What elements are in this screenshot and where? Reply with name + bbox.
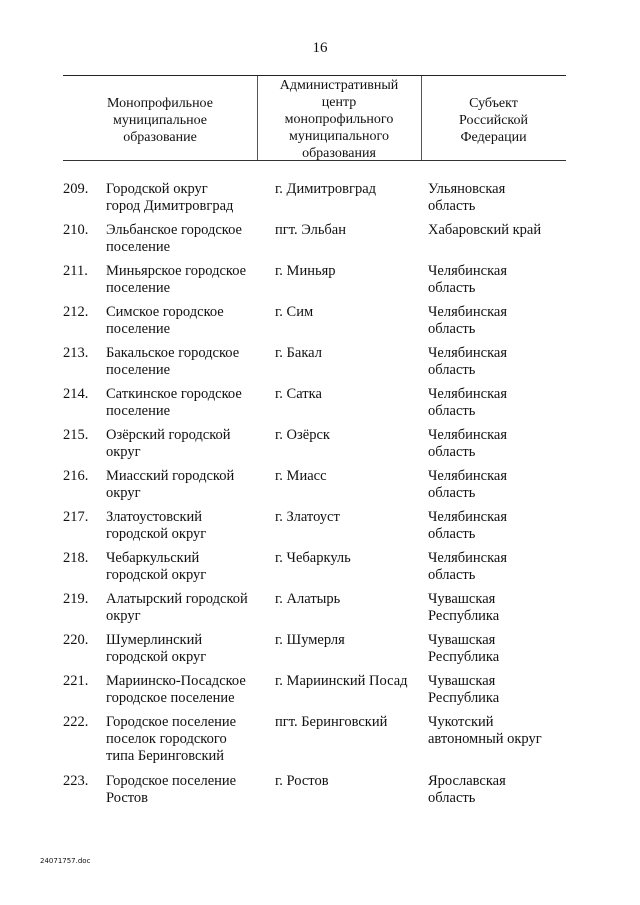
federal-subject: Челябинская область [428,304,508,337]
row-number: 214. [63,386,89,402]
municipality-name: Симское городское поселение [106,304,224,337]
table-row [0,181,640,222]
file-name-footer: 24071757.doc [40,857,91,865]
admin-center: г. Сим [275,304,314,320]
row-number: 211. [63,263,88,279]
table-row [0,591,640,632]
municipality-name: Миньярское городское поселение [106,263,247,296]
municipality-name: Миасский городской округ [106,468,235,501]
admin-center: г. Бакал [275,345,322,361]
row-number: 219. [63,591,89,607]
row-number: 210. [63,222,89,238]
page-number: 16 [312,40,328,56]
admin-center: г. Озёрск [275,427,330,443]
admin-center: г. Алатырь [275,591,341,607]
municipality-name: Шумерлинский городской округ [106,632,207,665]
municipality-name: Озёрский городской округ [106,427,231,460]
table-row [0,222,640,263]
federal-subject: Чувашская Республика [428,673,500,706]
table-row [0,345,640,386]
federal-subject: Челябинская область [428,468,508,501]
admin-center: г. Миньяр [275,263,336,279]
row-number: 212. [63,304,89,320]
federal-subject: Ульяновская область [428,181,506,214]
admin-center: г. Чебаркуль [275,550,351,566]
admin-center: г. Мариинский Посад [275,673,408,689]
table-row [0,714,640,773]
row-number: 213. [63,345,89,361]
row-number: 223. [63,773,89,789]
table-row [0,263,640,304]
table-row [0,509,640,550]
row-number: 222. [63,714,89,730]
table-row [0,468,640,509]
admin-center: г. Ростов [275,773,329,789]
federal-subject: Челябинская область [428,509,508,542]
municipality-name: Мариинско-Посадское городское поселение [106,673,246,706]
federal-subject: Чувашская Республика [428,591,500,624]
header-federal-subject: Субъект Российской Федерации [459,96,528,145]
admin-center: г. Златоуст [275,509,340,525]
municipality-name: Городское поселение Ростов [106,773,237,806]
table-row [0,550,640,591]
row-number: 218. [63,550,89,566]
federal-subject: Челябинская область [428,550,508,583]
municipality-name: Эльбанское городское поселение [106,222,242,255]
top-rule [63,75,566,76]
table-row [0,673,640,714]
admin-center: пгт. Эльбан [275,222,347,238]
header-admin-center: Административный центр монопрофильного муниципального образования [279,78,399,161]
municipality-name: Алатырский городской округ [106,591,248,624]
federal-subject: Ярославская область [428,773,506,806]
municipality-name: Бакальское городское поселение [106,345,240,378]
municipality-name: Городской округ город Димитровград [106,181,234,214]
row-number: 217. [63,509,89,525]
row-number: 209. [63,181,89,197]
table-row [0,427,640,468]
table-row [0,632,640,673]
table-row [0,304,640,345]
municipality-name: Златоустовский городской округ [106,509,207,542]
row-number: 221. [63,673,89,689]
federal-subject: Чувашская Республика [428,632,500,665]
municipality-name: Городское поселение поселок городского типа Беринговский [106,714,237,764]
admin-center: г. Сатка [275,386,322,402]
federal-subject: Чукотский автономный округ [428,714,542,747]
table-row [0,773,640,813]
federal-subject: Челябинская область [428,427,508,460]
row-number: 216. [63,468,89,484]
admin-center: г. Димитровград [275,181,377,197]
table-body [0,181,640,813]
federal-subject: Челябинская область [428,263,508,296]
admin-center: г. Шумерля [275,632,345,648]
federal-subject: Хабаровский край [428,222,542,238]
row-number: 220. [63,632,89,648]
table-row [0,386,640,427]
admin-center: г. Миасс [275,468,327,484]
admin-center: пгт. Беринговский [275,714,388,730]
row-number: 215. [63,427,89,443]
federal-subject: Челябинская область [428,386,508,419]
federal-subject: Челябинская область [428,345,508,378]
municipality-name: Саткинское городское поселение [106,386,242,419]
municipality-name: Чебаркульский городской округ [106,550,207,583]
header-municipality: Монопрофильное муниципальное образование [107,96,213,145]
